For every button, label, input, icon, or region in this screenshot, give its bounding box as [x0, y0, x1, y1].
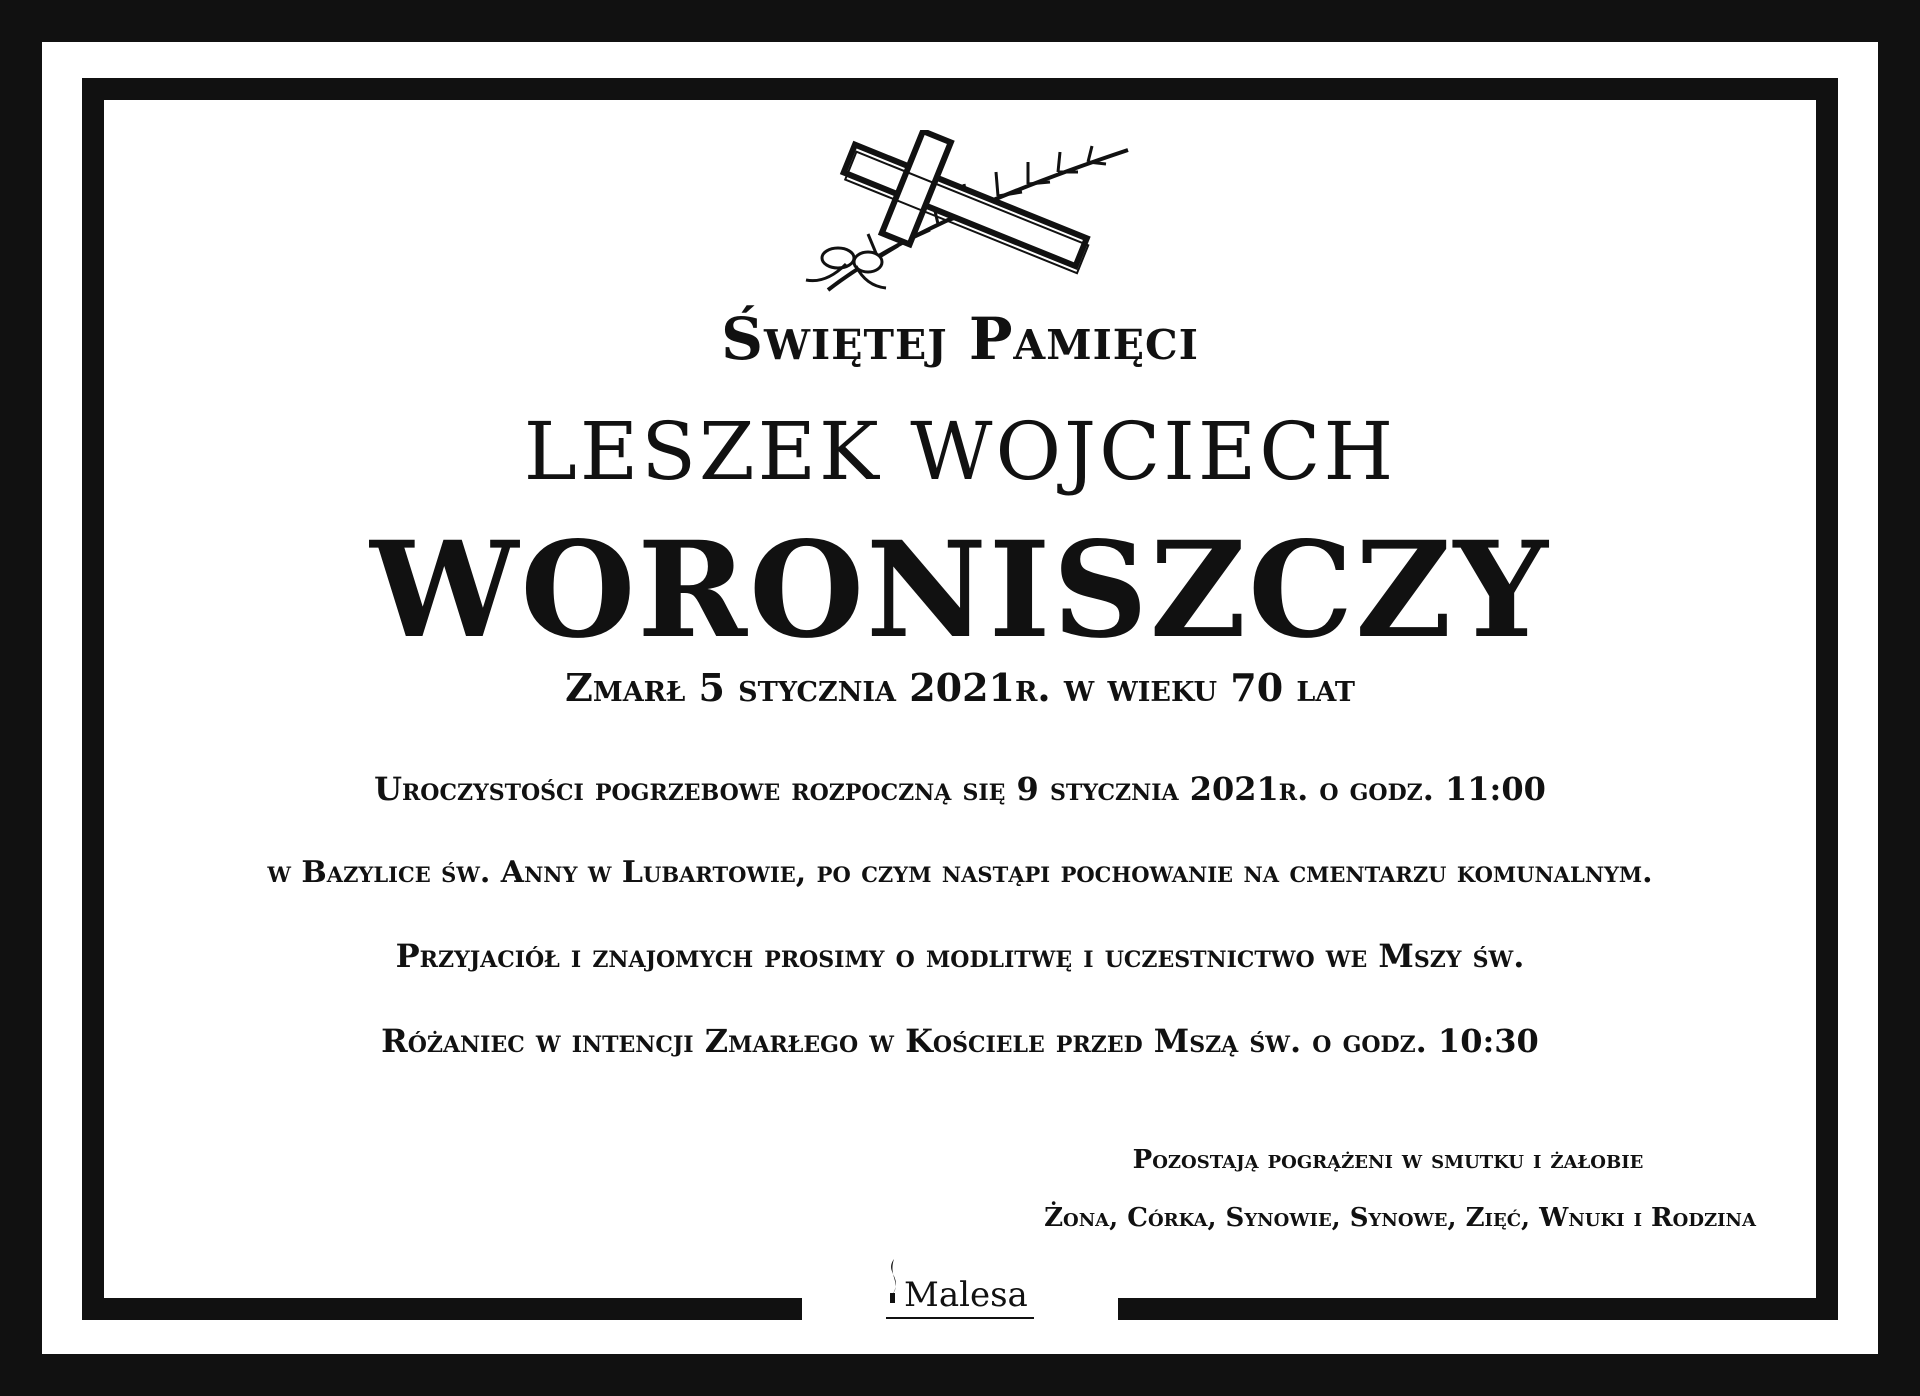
frame-border-left [82, 78, 104, 1320]
mourners-intro: Pozostają pogrążeni w smutku i żałobie [1132, 1145, 1644, 1175]
funeral-paragraph-3: Przyjaciół i znajomych prosimy o modlitwę i uczestnictwo we Mszy św. [395, 937, 1525, 975]
heading-in-memory: Świętej Pamięci [721, 305, 1199, 373]
cross-with-palm-icon [798, 130, 1138, 300]
deceased-first-names: LESZEK WOJCIECH [523, 405, 1397, 498]
funeral-paragraph-1: Uroczystości pogrzebowe rozpoczną się 9 stycznia 2021r. o godz. 11:00 [374, 770, 1546, 808]
brand-logo-text: Malesa [904, 1275, 1028, 1315]
funeral-paragraph-4: Różaniec w intencji Zmarłego w Kościele przed Mszą św. o godz. 10:30 [381, 1022, 1539, 1060]
brand-logo-underline [886, 1317, 1034, 1319]
frame-border-right [1816, 78, 1838, 1320]
brand-logo [872, 1255, 1047, 1325]
frame-border-bottom-left [82, 1298, 802, 1320]
frame-border-top [82, 78, 1838, 100]
deceased-surname: WORONISZCZY [370, 513, 1550, 668]
death-date-line: Zmarł 5 stycznia 2021r. w wieku 70 lat [565, 665, 1355, 710]
mourners-list: Żona, Córka, Synowie, Synowe, Zięć, Wnuki i Rodzina [1044, 1203, 1756, 1233]
frame-border-bottom-right [1118, 1298, 1838, 1320]
funeral-paragraph-2: w Bazylice św. Anny w Lubartowie, po czym nastąpi pochowanie na cmentarzu komunalnym. [267, 855, 1653, 890]
